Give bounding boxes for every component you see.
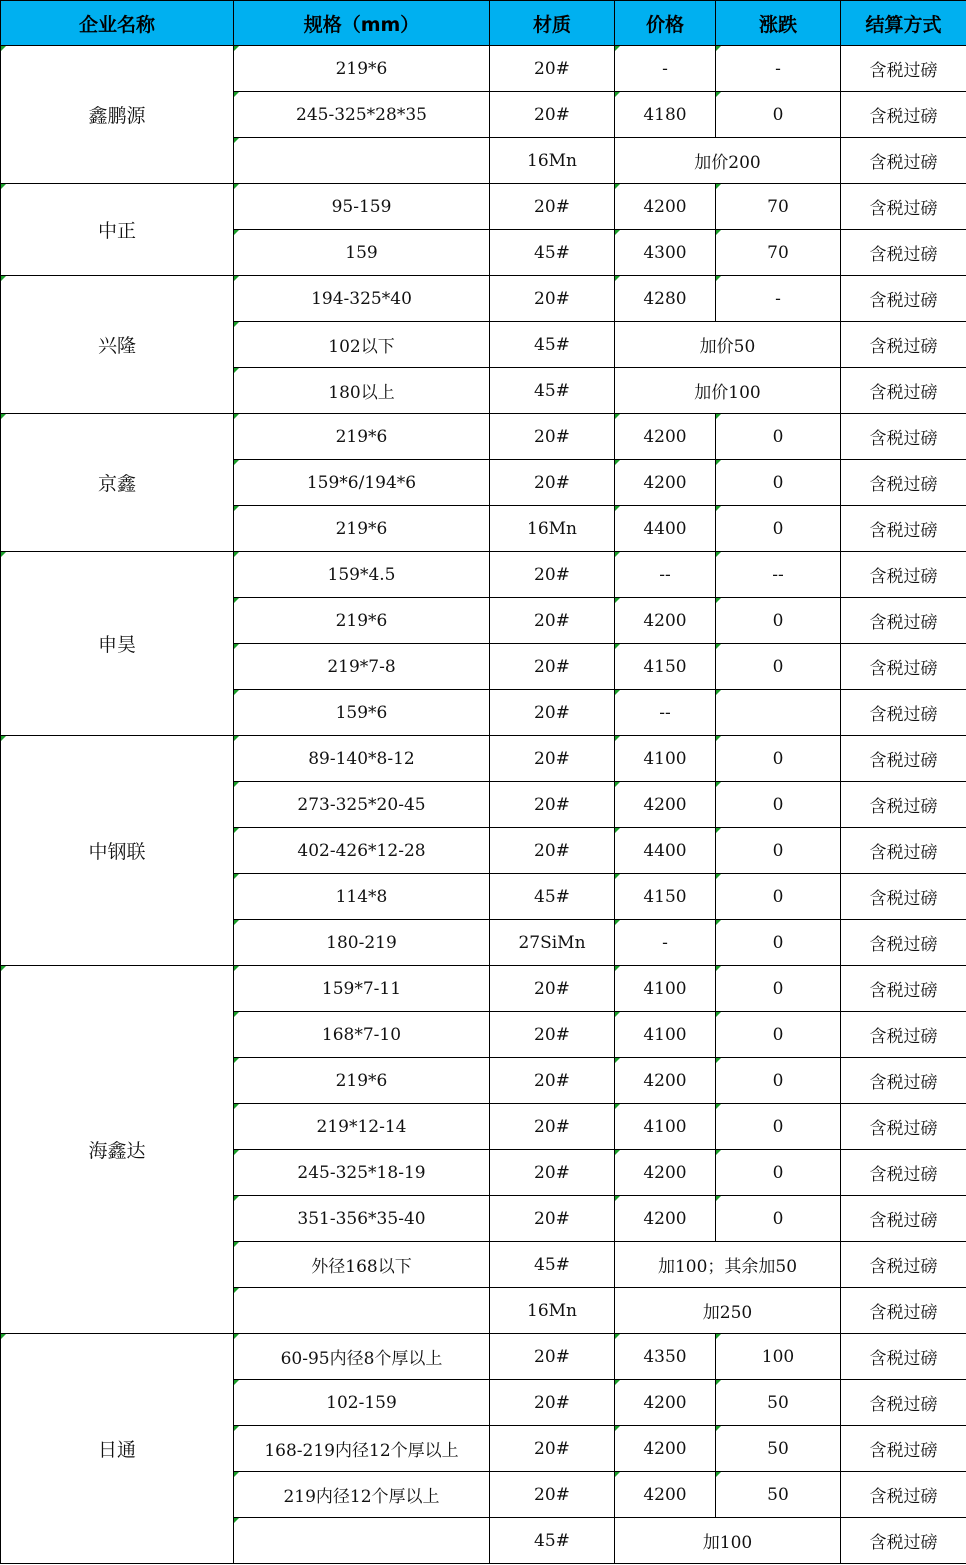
spec-cell: 168*7-10 [234,1012,490,1058]
price-note-cell: 加250 [615,1288,841,1334]
settlement-cell: 含税过磅 [841,1334,966,1380]
change-cell: 0 [716,1150,841,1196]
settlement-cell: 含税过磅 [841,644,966,690]
material-cell: 20# [490,184,615,230]
company-name-cell: 海鑫达 [1,966,234,1334]
header-settlement: 结算方式 [841,1,966,46]
spec-cell: 159 [234,230,490,276]
settlement-cell: 含税过磅 [841,874,966,920]
settlement-cell: 含税过磅 [841,1380,966,1426]
change-cell: 50 [716,1472,841,1518]
table-row [1,414,966,460]
company-name-cell: 中钢联 [1,736,234,966]
price-cell: -- [615,552,716,598]
table-row [1,276,966,322]
price-cell: 4200 [615,184,716,230]
price-cell: 4180 [615,92,716,138]
material-cell: 20# [490,46,615,92]
price-cell: 4200 [615,1150,716,1196]
table-row [1,966,966,1012]
spec-cell: 外径168以下 [234,1242,490,1288]
material-cell: 16Mn [490,506,615,552]
material-cell: 20# [490,460,615,506]
spec-cell: 194-325*40 [234,276,490,322]
settlement-cell: 含税过磅 [841,1426,966,1472]
company-name-cell: 申昊 [1,552,234,736]
change-cell: 0 [716,1104,841,1150]
change-cell: 0 [716,874,841,920]
spec-cell: 219内径12个厚以上 [234,1472,490,1518]
material-cell: 20# [490,598,615,644]
settlement-cell: 含税过磅 [841,736,966,782]
material-cell: 20# [490,276,615,322]
spec-cell: 219*6 [234,414,490,460]
table-body [1,46,966,1564]
settlement-cell: 含税过磅 [841,828,966,874]
spec-cell: 102以下 [234,322,490,368]
change-cell: - [716,46,841,92]
price-cell: 4100 [615,1012,716,1058]
material-cell: 16Mn [490,1288,615,1334]
table-row [1,46,966,92]
settlement-cell: 含税过磅 [841,414,966,460]
change-cell [716,690,841,736]
change-cell: 0 [716,828,841,874]
settlement-cell: 含税过磅 [841,92,966,138]
material-cell: 20# [490,1380,615,1426]
settlement-cell: 含税过磅 [841,1104,966,1150]
material-cell: 20# [490,552,615,598]
company-name-cell: 日通 [1,1334,234,1564]
price-note-cell: 加100；其余加50 [615,1242,841,1288]
settlement-cell: 含税过磅 [841,1012,966,1058]
settlement-cell: 含税过磅 [841,230,966,276]
change-cell: -- [716,552,841,598]
material-cell: 20# [490,1426,615,1472]
spec-cell: 402-426*12-28 [234,828,490,874]
material-cell: 20# [490,644,615,690]
spec-cell [234,1288,490,1334]
settlement-cell: 含税过磅 [841,1242,966,1288]
change-cell: 0 [716,920,841,966]
settlement-cell: 含税过磅 [841,276,966,322]
settlement-cell: 含税过磅 [841,598,966,644]
header-row [1,1,966,46]
material-cell: 27SiMn [490,920,615,966]
spec-cell: 219*6 [234,506,490,552]
price-note-cell: 加100 [615,1518,841,1564]
material-cell: 20# [490,1012,615,1058]
settlement-cell: 含税过磅 [841,552,966,598]
spec-cell: 159*6/194*6 [234,460,490,506]
material-cell: 45# [490,368,615,414]
header-company: 企业名称 [1,1,234,46]
table-row [1,184,966,230]
table-row [1,552,966,598]
settlement-cell: 含税过磅 [841,1518,966,1564]
price-cell: - [615,920,716,966]
spec-cell: 180以上 [234,368,490,414]
settlement-cell: 含税过磅 [841,46,966,92]
change-cell: 0 [716,736,841,782]
price-cell: 4100 [615,966,716,1012]
settlement-cell: 含税过磅 [841,184,966,230]
spec-cell: 245-325*28*35 [234,92,490,138]
table-row [1,1334,966,1380]
change-cell: 0 [716,966,841,1012]
price-cell: 4100 [615,1104,716,1150]
material-cell: 20# [490,736,615,782]
change-cell: 50 [716,1380,841,1426]
settlement-cell: 含税过磅 [841,322,966,368]
spec-cell: 60-95内径8个厚以上 [234,1334,490,1380]
change-cell: 0 [716,92,841,138]
spec-cell: 168-219内径12个厚以上 [234,1426,490,1472]
price-cell: 4150 [615,874,716,920]
material-cell: 45# [490,322,615,368]
company-name-cell: 兴隆 [1,276,234,414]
price-cell: 4200 [615,1196,716,1242]
spec-cell: 159*4.5 [234,552,490,598]
material-cell: 45# [490,874,615,920]
settlement-cell: 含税过磅 [841,368,966,414]
material-cell: 20# [490,1334,615,1380]
price-cell: -- [615,690,716,736]
price-cell: 4200 [615,1426,716,1472]
material-cell: 20# [490,1196,615,1242]
spec-cell: 219*6 [234,46,490,92]
price-note-cell: 加价200 [615,138,841,184]
material-cell: 20# [490,828,615,874]
change-cell: 0 [716,1058,841,1104]
material-cell: 20# [490,92,615,138]
spec-cell: 273-325*20-45 [234,782,490,828]
change-cell: 0 [716,782,841,828]
settlement-cell: 含税过磅 [841,460,966,506]
material-cell: 45# [490,1518,615,1564]
spec-cell: 219*6 [234,1058,490,1104]
change-cell: 50 [716,1426,841,1472]
change-cell: - [716,276,841,322]
change-cell: 70 [716,184,841,230]
material-cell: 45# [490,230,615,276]
spec-cell: 114*8 [234,874,490,920]
settlement-cell: 含税过磅 [841,920,966,966]
price-cell: 4150 [615,644,716,690]
spec-cell: 95-159 [234,184,490,230]
header-material: 材质 [490,1,615,46]
price-note-cell: 加价50 [615,322,841,368]
change-cell: 70 [716,230,841,276]
change-cell: 0 [716,1196,841,1242]
spec-cell: 245-325*18-19 [234,1150,490,1196]
change-cell: 0 [716,598,841,644]
change-cell: 100 [716,1334,841,1380]
table-row [1,736,966,782]
price-cell: 4350 [615,1334,716,1380]
company-name-cell: 京鑫 [1,414,234,552]
header-price: 价格 [615,1,716,46]
price-cell: 4280 [615,276,716,322]
price-cell: 4100 [615,736,716,782]
settlement-cell: 含税过磅 [841,506,966,552]
price-cell: 4200 [615,1058,716,1104]
spec-cell: 219*7-8 [234,644,490,690]
spec-cell: 159*6 [234,690,490,736]
company-name-cell: 中正 [1,184,234,276]
price-cell: 4200 [615,598,716,644]
material-cell: 20# [490,782,615,828]
change-cell: 0 [716,460,841,506]
settlement-cell: 含税过磅 [841,966,966,1012]
settlement-cell: 含税过磅 [841,782,966,828]
change-cell: 0 [716,644,841,690]
material-cell: 20# [490,414,615,460]
material-cell: 20# [490,690,615,736]
price-cell: 4400 [615,506,716,552]
price-cell: 4400 [615,828,716,874]
material-cell: 20# [490,1104,615,1150]
settlement-cell: 含税过磅 [841,1472,966,1518]
spec-cell [234,1518,490,1564]
settlement-cell: 含税过磅 [841,1150,966,1196]
price-cell: 4200 [615,1380,716,1426]
company-name-cell: 鑫鹏源 [1,46,234,184]
price-note-cell: 加价100 [615,368,841,414]
settlement-cell: 含税过磅 [841,1288,966,1334]
settlement-cell: 含税过磅 [841,1058,966,1104]
header-change: 涨跌 [716,1,841,46]
settlement-cell: 含税过磅 [841,1196,966,1242]
price-cell: - [615,46,716,92]
change-cell: 0 [716,414,841,460]
spec-cell [234,138,490,184]
price-cell: 4200 [615,460,716,506]
material-cell: 20# [490,1472,615,1518]
spec-cell: 159*7-11 [234,966,490,1012]
material-cell: 20# [490,1058,615,1104]
price-cell: 4200 [615,414,716,460]
price-cell: 4200 [615,1472,716,1518]
spec-cell: 89-140*8-12 [234,736,490,782]
spec-cell: 219*12-14 [234,1104,490,1150]
material-cell: 45# [490,1242,615,1288]
settlement-cell: 含税过磅 [841,138,966,184]
spec-cell: 351-356*35-40 [234,1196,490,1242]
change-cell: 0 [716,506,841,552]
material-cell: 20# [490,966,615,1012]
price-cell: 4200 [615,782,716,828]
price-cell: 4300 [615,230,716,276]
material-cell: 20# [490,1150,615,1196]
change-cell: 0 [716,1012,841,1058]
spec-cell: 219*6 [234,598,490,644]
settlement-cell: 含税过磅 [841,690,966,736]
material-cell: 16Mn [490,138,615,184]
header-spec: 规格（mm） [234,1,490,46]
spec-cell: 102-159 [234,1380,490,1426]
spec-cell: 180-219 [234,920,490,966]
